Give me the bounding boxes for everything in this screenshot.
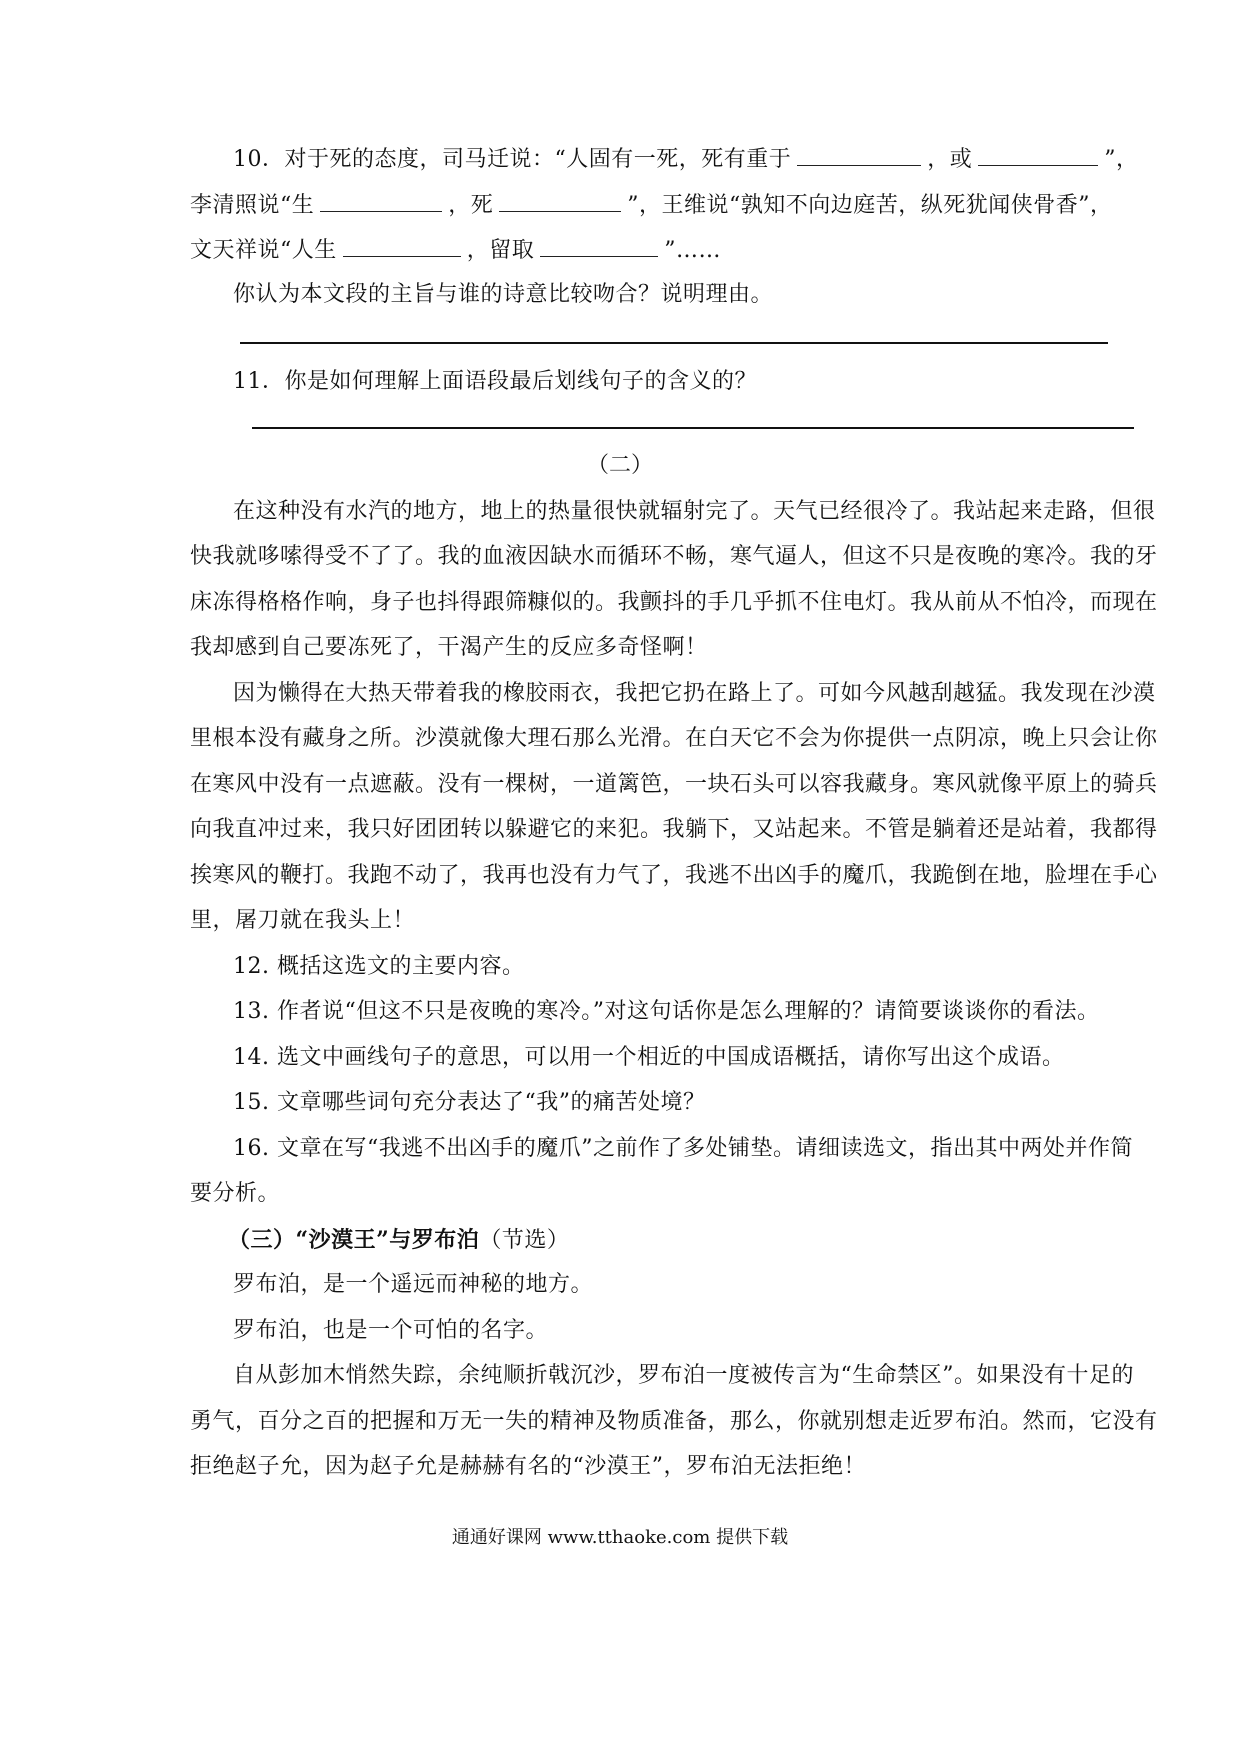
question-16: 16. 文章在写“我逃不出凶手的魔爪”之前作了多处铺垫。请细读选文，指出其中两处并作简: [233, 1136, 1133, 1161]
section-3-heading: [228, 1225, 1168, 1256]
q10-text: ”，: [1104, 147, 1139, 172]
answer-blank[interactable]: [540, 234, 658, 257]
paragraph-line: 向我直冲过来，我只好团团转以躲避它的来犯。我躺下，又站起来。不管是躺着还是站着，我都得: [190, 817, 1158, 842]
answer-blank[interactable]: [978, 143, 1098, 166]
paragraph-line: 罗布泊，是一个遥远而神秘的地方。: [233, 1272, 594, 1297]
answer-line[interactable]: [240, 342, 1108, 344]
q10-text: ”……: [664, 238, 722, 263]
answer-blank[interactable]: [499, 189, 621, 212]
q10-line-2: [190, 189, 1130, 221]
page-footer: 通通好课网 www.tthaoke.com 提供下载: [451, 1527, 789, 1548]
q11-prompt: 11．你是如何理解上面语段最后划线句子的含义的？: [233, 369, 757, 394]
question-13: 13. 作者说“但这不只是夜晚的寒冷。”对这句话你是怎么理解的？请简要谈谈你的看法。: [233, 999, 1100, 1024]
paragraph-line: 床冻得格格作响，身子也抖得跟筛糠似的。我颤抖的手几乎抓不住电灯。我从前从不怕冷，而现在: [190, 590, 1158, 615]
paragraph-line: 我却感到自己要冻死了，干渴产生的反应多奇怪啊！: [190, 635, 708, 660]
section-3-note: （节选）: [479, 1228, 570, 1253]
q10-line-3: [190, 234, 1130, 266]
paragraph-line: 里，屠刀就在我头上！: [190, 908, 416, 933]
q10-text: ”，王维说“孰知不向边庭苦，纵死犹闻侠骨香”，: [627, 193, 1113, 218]
q10-prompt: 你认为本文段的主旨与谁的诗意比较吻合？说明理由。: [233, 282, 774, 307]
answer-blank[interactable]: [797, 143, 921, 166]
paragraph-line: 在寒风中没有一点遮蔽。没有一棵树，一道篱笆，一块石头可以容我藏身。寒风就像平原上的骑兵: [190, 772, 1158, 797]
paragraph-line: 自从彭加木悄然失踪，余纯顺折戟沉沙，罗布泊一度被传言为“生命禁区”。如果没有十足的: [233, 1363, 1134, 1388]
q10-text: 文天祥说“人生: [190, 238, 337, 263]
answer-blank[interactable]: [320, 189, 442, 212]
q10-line-1: [233, 143, 1173, 175]
paragraph-line: 快我就哆嗦得受不了了。我的血液因缺水而循环不畅，寒气逼人，但这不只是夜晚的寒冷。我的牙: [190, 544, 1158, 569]
q10-text: ，留取: [466, 238, 535, 263]
paragraph-line: 拒绝赵子允，因为赵子允是赫赫有名的“沙漠王”，罗布泊无法拒绝！: [190, 1454, 866, 1479]
paragraph-line: 挨寒风的鞭打。我跑不动了，我再也没有力气了，我逃不出凶手的魔爪，我跪倒在地，脸埋在手心: [190, 863, 1158, 888]
q10-text: ，死: [448, 193, 494, 218]
paragraph-line: 在这种没有水汽的地方，地上的热量很快就辐射完了。天气已经很冷了。我站起来走路，但很: [233, 499, 1156, 524]
q10-text: 李清照说“生: [190, 193, 315, 218]
paragraph-line: 因为懒得在大热天带着我的橡胶雨衣，我把它扔在路上了。可如今风越刮越猛。我发现在沙漠: [233, 681, 1156, 706]
paragraph-line: 里根本没有藏身之所。沙漠就像大理石那么光滑。在白天它不会为你提供一点阴凉，晚上只会让你: [190, 726, 1158, 751]
answer-blank[interactable]: [343, 234, 461, 257]
question-16-continued: 要分析。: [190, 1181, 281, 1206]
answer-line[interactable]: [252, 427, 1134, 429]
question-15: 15. 文章哪些词句充分表达了“我”的痛苦处境？: [233, 1090, 706, 1115]
q10-text: ，或: [927, 147, 973, 172]
q10-text: 10．对于死的态度，司马迁说：“人固有一死，死有重于: [233, 147, 792, 172]
section-2-heading: （二）: [586, 453, 653, 478]
question-12: 12. 概括这选文的主要内容。: [233, 954, 525, 979]
section-3-title: （三）“沙漠王”与罗布泊: [228, 1227, 480, 1253]
question-14: 14. 选文中画线句子的意思，可以用一个相近的中国成语概括，请你写出这个成语。: [233, 1045, 1065, 1070]
paragraph-line: 罗布泊，也是一个可怕的名字。: [233, 1318, 549, 1343]
paragraph-line: 勇气，百分之百的把握和万无一失的精神及物质准备，那么，你就别想走近罗布泊。然而，它没有: [190, 1409, 1158, 1434]
